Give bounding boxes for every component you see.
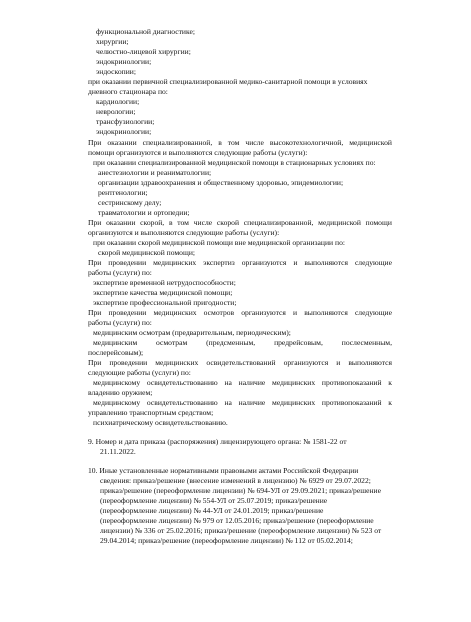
paragraph-line: организуются и выполняются следующие работы (услуги): xyxy=(88,228,280,237)
section-10-line: 10. Иные установленные нормативными правовыми актами Российской Федерации xyxy=(88,466,359,475)
list-item: психиатрическому освидетельствованию. xyxy=(93,418,228,427)
list-item-justified: медицинским осмотрам (предсменным, предрейсовым, послесменным, xyxy=(93,338,392,347)
paragraph-line: управлению транспортным средством; xyxy=(88,408,214,417)
list-item: функциональной диагностике; xyxy=(96,27,195,36)
list-item-justified: медицинскому освидетельствованию на наличие медицинских противопоказаний к xyxy=(93,398,392,407)
list-item: кардиологии; xyxy=(96,97,140,106)
list-item: скорой медицинской помощи; xyxy=(98,248,195,257)
section-9-line: 9. Номер и дата приказа (распоряжения) лицензирующего органа: № 1581-22 от xyxy=(88,437,347,446)
paragraph-line: помощи организуются и выполняются следующие работы (услуги): xyxy=(88,148,308,157)
section-10-line: (переоформление лицензии) № 979 от 12.05.2016; приказ/решение (переоформление xyxy=(100,516,374,525)
section-9-line: 21.11.2022. xyxy=(100,447,136,456)
paragraph-line-justified: При оказании специализированной, в том числе высокотехнологичной, медицинской xyxy=(88,138,392,147)
list-item: хирургии; xyxy=(96,37,129,46)
list-item: анестезиологии и реаниматологии; xyxy=(98,168,212,177)
section-10-line: лицензии) № 336 от 25.02.2016; приказ/решение (переоформление лицензии) № 523 от xyxy=(100,526,382,535)
list-item: сестринскому делу; xyxy=(98,198,162,207)
list-item: челюстно-лицевой хирургии; xyxy=(96,47,191,56)
section-10-line: (переоформление лицензии) № 44-УЛ от 24.01.2019; приказ/решение xyxy=(100,506,324,515)
paragraph-line: работы (услуги) по: xyxy=(88,318,152,327)
paragraph-line: дневного стационара по: xyxy=(88,87,168,96)
section-10-line: сведения: приказ/решение (внесение изменений в лицензию) № 6929 от 29.07.2022; xyxy=(100,476,371,485)
list-item: экспертизе профессиональной пригодности; xyxy=(93,298,237,307)
paragraph-line-justified: При оказании скорой, в том числе скорой специализированной, медицинской помощи xyxy=(88,218,392,227)
list-item: организации здравоохранения и общественному здоровью, эпидемиологии; xyxy=(98,178,344,187)
paragraph-line-justified: При проведении медицинских осмотров организуются и выполняются следующие xyxy=(88,308,392,317)
list-item: экспертизе временной нетрудоспособности; xyxy=(93,278,236,287)
list-item: травматологии и ортопедии; xyxy=(98,208,190,217)
section-10-line: приказ/решение (переоформление лицензии) № 694-УЛ от 29.09.2021; приказ/решение xyxy=(100,486,381,495)
list-item: рентгенологии; xyxy=(98,188,148,197)
list-item: трансфузиологии; xyxy=(96,117,155,126)
paragraph-line: при оказании первичной специализированной медико-санитарной помощи в условиях xyxy=(88,77,368,86)
sub-heading: при оказании специализированной медицинской помощи в стационарных условиях по: xyxy=(93,158,376,167)
paragraph-line-justified: При проведении медицинских экспертиз организуются и выполняются следующие xyxy=(88,258,392,267)
section-10-line: (переоформление лицензии) № 554-УЛ от 25.07.2019; приказ/решение xyxy=(100,496,328,505)
list-item: неврологии; xyxy=(96,107,136,116)
section-10-line: 29.04.2014; приказ/решение (переоформление лицензии) № 112 от 05.02.2014; xyxy=(100,536,353,545)
list-item: эндоскопии; xyxy=(96,67,136,76)
list-item: эндокринологии; xyxy=(96,127,152,136)
sub-heading: при оказании скорой медицинской помощи вне медицинской организации по: xyxy=(93,238,345,247)
list-item: экспертизе качества медицинской помощи; xyxy=(93,288,233,297)
paragraph-line: послерейсовым); xyxy=(88,348,144,357)
paragraph-line: работы (услуги) по: xyxy=(88,268,152,277)
list-item-justified: медицинскому освидетельствованию на наличие медицинских противопоказаний к xyxy=(93,378,392,387)
paragraph-line: следующие работы (услуги) по: xyxy=(88,368,191,377)
list-item: медицинским осмотрам (предварительным, периодическим); xyxy=(93,328,291,337)
paragraph-line: владению оружием; xyxy=(88,388,153,397)
paragraph-line-justified: При проведении медицинских освидетельствований организуются и выполняются xyxy=(88,358,392,367)
list-item: эндокринологии; xyxy=(96,57,152,66)
